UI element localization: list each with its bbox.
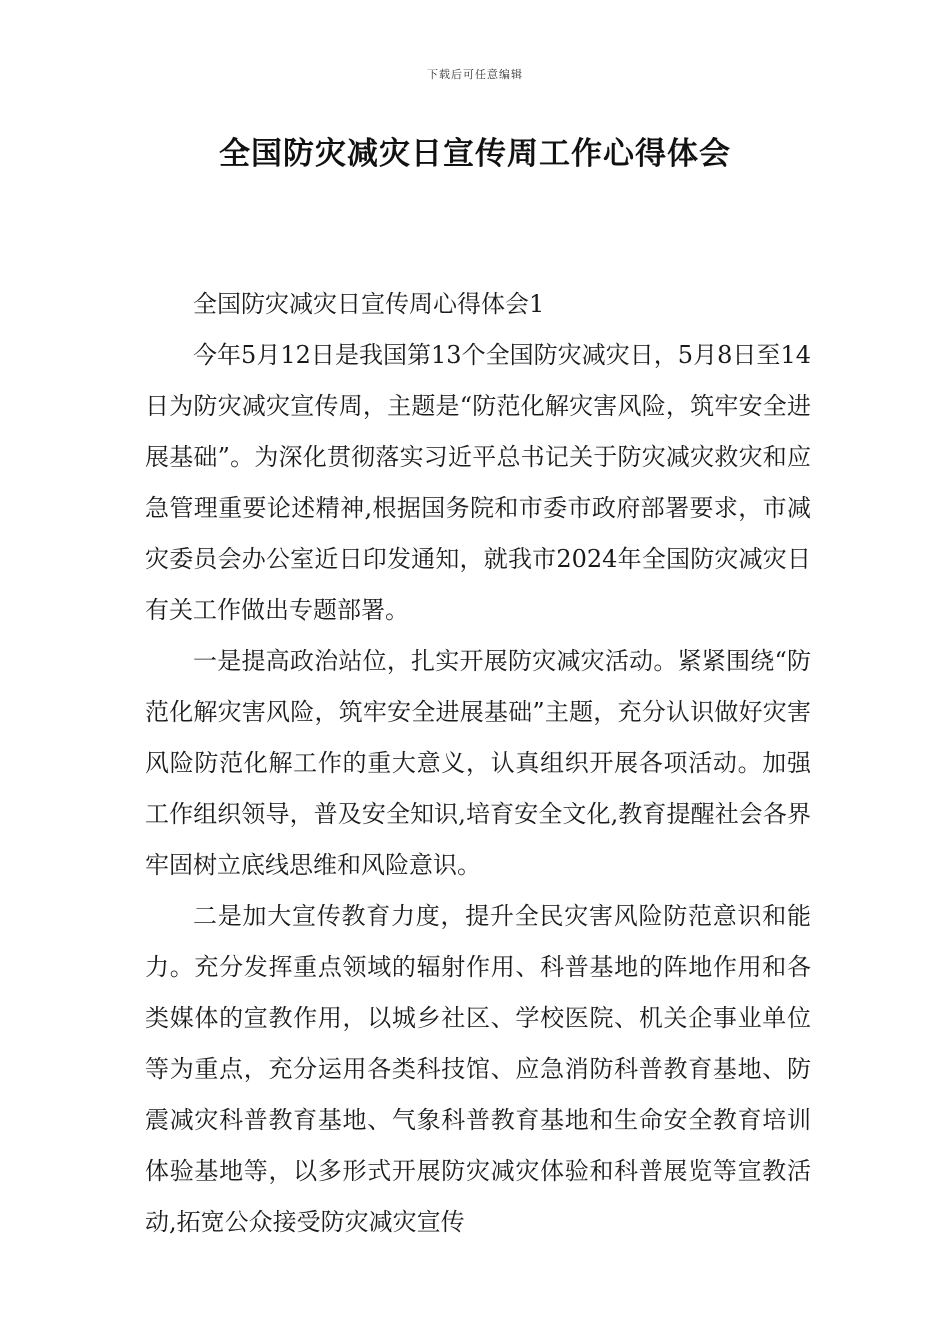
section-heading: 全国防灾减灾日宣传周心得体会1 bbox=[193, 290, 545, 318]
header-note: 下载后可任意编辑 bbox=[427, 68, 523, 81]
paragraph-intro: 今年5月12日是我国第13个全国防灾减灾日，5月8日至14日为防灾减灾宣传周，主题是“防范化解灾害风险，筑牢安全进展基础”。为深化贯彻落实习近平总书记关于防灾减灾救灾和应急管理重要论述精神,根据国务院和市委市政府部署要求，市减灾委员会办公室近日印发通知，就我市2024年全国防灾减灾日有关工作做出专题部署。 bbox=[145, 341, 811, 624]
paragraph-point-two: 二是加大宣传教育力度，提升全民灾害风险防范意识和能力。充分发挥重点领域的辐射作用、科普基地的阵地作用和各类媒体的宣教作用，以城乡社区、学校医院、机关企事业单位等为重点，充分运用各类科技馆、应急消防科普教育基地、防震减灾科普教育基地、气象科普教育基地和生命安全教育培训体验基地等，以多形式开展防灾减灾体验和科普展览等宣教活动,拓宽公众接受防灾减灾宣传 bbox=[145, 902, 811, 1236]
paragraph-point-one: 一是提高政治站位，扎实开展防灾减灾活动。紧紧围绕“防范化解灾害风险，筑牢安全进展基础”主题，充分认识做好灾害风险防范化解工作的重大意义，认真组织开展各项活动。加强工作组织领导，普及安全知识,培育安全文化,教育提醒社会各界牢固树立底线思维和风险意识。 bbox=[145, 647, 811, 879]
document-body bbox=[145, 279, 811, 1248]
document-title: 全国防灾减灾日宣传周工作心得体会 bbox=[219, 136, 731, 172]
